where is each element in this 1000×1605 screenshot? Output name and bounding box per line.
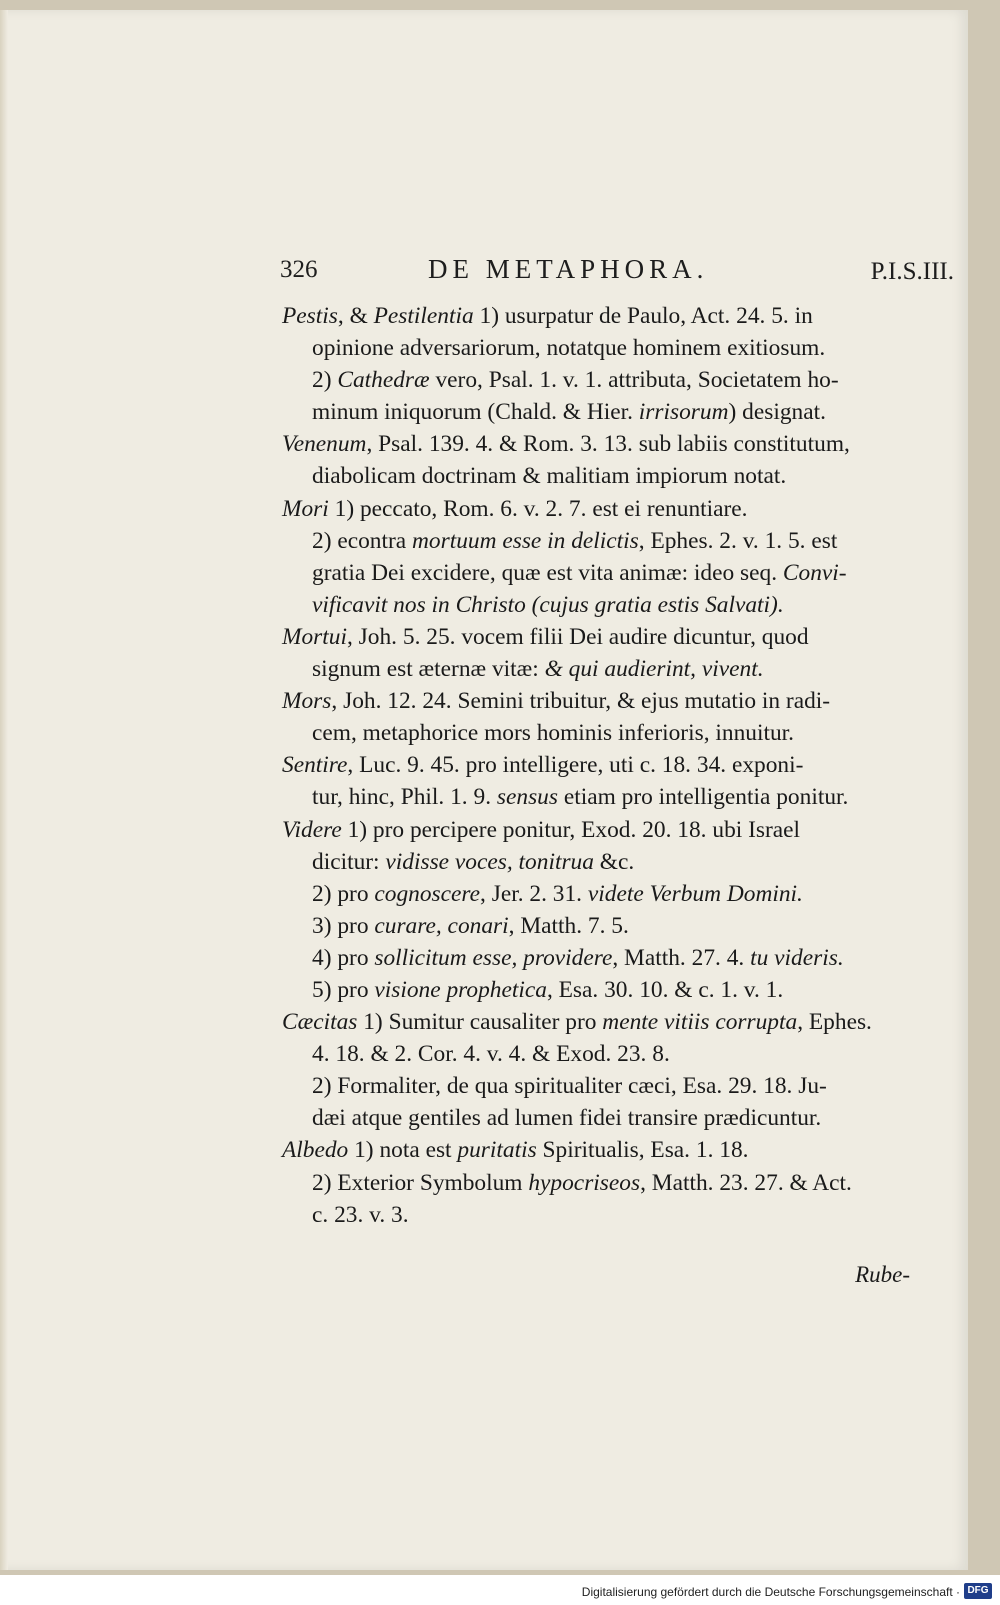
text-line: c. 23. v. 3. (312, 1201, 409, 1228)
entry-term: Videre (282, 816, 342, 843)
text-line: 2) Exterior Symbolum hypocriseos, Matth. 23. 27. & Act. (312, 1169, 852, 1196)
entry-term: Cæcitas (282, 1009, 358, 1036)
page-edge (0, 10, 8, 1570)
running-title: DE METAPHORA. (428, 254, 709, 284)
text-line: Mors, Joh. 12. 24. Semini tribuitur, & ejus mutatio in radi- (282, 688, 831, 715)
text-line: Mortui, Joh. 5. 25. vocem filii Dei audire dicuntur, quod (282, 623, 809, 650)
text-line: signum est æternæ vitæ: & qui audierint, vivent. (312, 656, 764, 683)
text-line: cem, metaphorice mors hominis inferioris, innuitur. (312, 720, 795, 747)
entry-term: Mors (282, 688, 332, 715)
entry-term: Mori (282, 495, 329, 522)
entry-term: Sentire (282, 752, 348, 779)
text-line: 3) pro curare, conari, Matth. 7. 5. (312, 912, 629, 939)
entry-term: Mortui (282, 623, 347, 650)
text-line: vificavit nos in Christo (cujus gratia estis Salvati). (312, 591, 784, 618)
text-line: minum iniquorum (Chald. & Hier. irrisorum) designat. (312, 399, 826, 426)
text-line: 2) pro cognoscere, Jer. 2. 31. videte Verbum Domini. (312, 880, 803, 907)
text-line: 4) pro sollicitum esse, providere, Matth. 27. 4. tu videris. (312, 944, 844, 971)
part-section-label: P.I.S.III. (870, 258, 954, 285)
digitization-footer (0, 1578, 1000, 1605)
text-line: 2) Cathedræ vero, Psal. 1. v. 1. attributa, Societatem ho- (312, 367, 839, 394)
text-line: 2) Formaliter, de qua spiritualiter cæci, Esa. 29. 18. Ju- (312, 1073, 827, 1100)
page-body (282, 300, 954, 1231)
text-line: Albedo 1) nota est puritatis Spiritualis, Esa. 1. 18. (282, 1137, 749, 1164)
running-header (280, 252, 954, 292)
text-line: gratia Dei excidere, quæ est vita animæ: ideo seq. Convi- (312, 559, 847, 586)
text-line: 2) econtra mortuum esse in delictis, Ephes. 2. v. 1. 5. est (312, 527, 838, 554)
text-line: Videre 1) pro percipere ponitur, Exod. 20. 18. ubi Israel (282, 816, 801, 843)
text-line: diabolicam doctrinam & malitiam impiorum notat. (312, 463, 787, 490)
text-line: Sentire, Luc. 9. 45. pro intelligere, uti c. 18. 34. exponi- (282, 752, 804, 779)
page-number: 326 (280, 256, 318, 283)
text-line: 4. 18. & 2. Cor. 4. v. 4. & Exod. 23. 8. (312, 1041, 670, 1068)
text-line: Venenum, Psal. 139. 4. & Rom. 3. 13. sub labiis constitutum, (282, 431, 850, 458)
text-line: 5) pro visione prophetica, Esa. 30. 10. & c. 1. v. 1. (312, 976, 784, 1003)
dfg-logo: DFG (964, 1583, 992, 1599)
text-line: Cæcitas 1) Sumitur causaliter pro mente vitiis corrupta, Ephes. (282, 1009, 872, 1036)
entry-term: Venenum (282, 431, 367, 458)
text-line: opinione adversariorum, notatque hominem exitiosum. (312, 335, 826, 362)
entry-term: Pestilentia (373, 303, 474, 329)
catchword: Rube- (855, 1262, 910, 1287)
entry-term: Albedo (282, 1137, 349, 1164)
entry-term: Pestis (282, 303, 338, 329)
text-line: dicitur: vidisse voces, tonitrua &c. (312, 848, 635, 875)
text-line: Pestis, & Pestilentia 1) usurpatur de Paulo, Act. 24. 5. in (282, 303, 813, 329)
text-line: Mori 1) peccato, Rom. 6. v. 2. 7. est ei renuntiare. (282, 495, 748, 522)
text-line: tur, hinc, Phil. 1. 9. sensus etiam pro intelligentia ponitur. (312, 784, 849, 811)
funding-credit: Digitalisierung gefördert durch die Deutsche Forschungsgemeinschaft · (581, 1585, 960, 1599)
text-line: dæi atque gentiles ad lumen fidei transire prædicuntur. (312, 1105, 822, 1132)
